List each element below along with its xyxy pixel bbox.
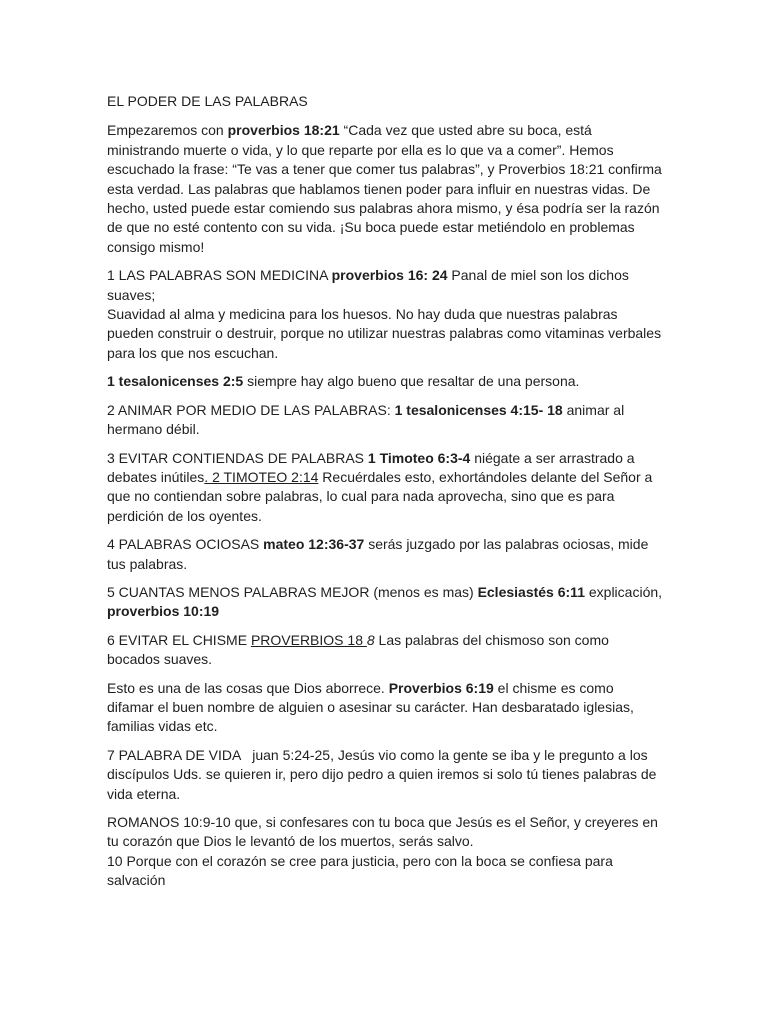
section-2-heading: 2 ANIMAR POR MEDIO DE LAS PALABRAS:	[107, 401, 395, 418]
intro-paragraph	[107, 121, 663, 257]
section-2-paragraph	[107, 401, 663, 440]
section-7-paragraph: 7 PALABRA DE VIDA juan 5:24-25, Jesús vio como la gente se iba y le pregunto a los discípulos Uds. se quieren ir, pero dijo pedro a quien iremos si solo tú tienes palabras de vida eterna.	[107, 746, 661, 802]
intro-text-1: Empezaremos con	[107, 122, 228, 139]
section-8-line-1: ROMANOS 10:9-10 que, si confesares con tu boca que Jesús es el Señor, y creyeres en tu corazón que Dios le levantó de los muertos, serás salvo.	[107, 814, 658, 850]
section-5-paragraph	[107, 583, 663, 622]
section-5-reference: Eclesiastés 6:11	[477, 583, 585, 600]
section-5-text: explicación,	[584, 583, 663, 600]
section-3-reference-2: . 2 TIMOTEO 2:14	[204, 468, 319, 485]
section-1-reference: proverbios 16: 24	[331, 267, 448, 284]
section-2-reference: 1 tesalonicenses 4:15- 18	[394, 401, 563, 418]
section-6-text: Las palabras del chismoso son como bocados suaves.	[107, 631, 609, 668]
section-5-reference-2: proverbios 10:19	[107, 603, 220, 620]
section-6b-reference: Proverbios 6:19	[388, 679, 494, 696]
section-6b-text-1: Esto es una de las cosas que Dios aborrece.	[107, 679, 389, 696]
section-1-text-2: Suavidad al alma y medicina para los huesos. No hay duda que nuestras palabras pueden construir o destruir, porque no utilizar nuestras palabras como vitaminas verbales para los que nos escuchan.	[107, 306, 662, 361]
section-6-paragraph	[107, 631, 663, 670]
section-3-text-2: Recuérdales esto, exhortándoles delante del Señor a que no contiendan sobre palabras, lo cual para nada aprovecha, sino que es para perdición de los oyentes.	[107, 468, 653, 524]
section-1-heading: 1 LAS PALABRAS SON MEDICINA	[107, 267, 332, 284]
section-1b-reference: 1 tesalonicenses 2:5	[107, 373, 244, 390]
section-1b-text: siempre hay algo bueno que resaltar de una persona.	[243, 373, 580, 390]
section-8-line-2: 10 Porque con el corazón se cree para justicia, pero con la boca se confiesa para salvación	[107, 852, 613, 889]
section-5-heading: 5 CUANTAS MENOS PALABRAS MEJOR (menos es mas)	[107, 583, 478, 600]
section-2-text: animar al hermano débil.	[107, 401, 625, 438]
section-1b-paragraph	[107, 372, 663, 391]
intro-reference: proverbios 18:21	[227, 122, 340, 139]
section-6-heading: 6 EVITAR EL CHISME	[107, 631, 251, 648]
section-8-paragraph	[107, 813, 663, 891]
section-6-reference: PROVERBIOS 18	[250, 631, 367, 648]
section-4-heading: 4 PALABRAS OCIOSAS	[107, 536, 264, 553]
section-6b-text-2: el chisme es como difamar el buen nombre de alguien o asesinar su carácter. Han desbaratado iglesias, familias vidas etc.	[107, 679, 634, 735]
section-4-text: serás juzgado por las palabras ociosas, mide tus palabras.	[107, 536, 649, 572]
intro-text-2: “Cada vez que usted abre su boca, está ministrando muerte o vida, y lo que reparte por ella es lo que va a comer”. Hemos escuchado la frase: “Te vas a tener que comer tus palabras”, y Proverbios 18:21 confirma esta verdad. Las palabras que hablamos tienen poder para influir en nuestras vidas. De hecho, usted puede estar comiendo sus palabras ahora mismo, y ésa podría ser la razón de que no esté contento con su vida. ¡Su boca puede estar metiéndolo en problemas consigo mismo!	[107, 122, 662, 255]
section-4-paragraph	[107, 535, 663, 574]
document-page	[107, 92, 663, 900]
section-1-text: Panal de miel son los dichos suaves;	[107, 267, 629, 303]
section-1-paragraph	[107, 266, 663, 363]
section-3-text: niégate a ser arrastrado a debates inútiles	[107, 449, 635, 485]
document-title: EL PODER DE LAS PALABRAS	[107, 93, 308, 109]
section-3-reference: 1 Timoteo 6:3-4	[367, 449, 471, 466]
section-6b-paragraph	[107, 679, 663, 737]
section-4-reference: mateo 12:36-37	[263, 536, 365, 553]
section-3-paragraph	[107, 449, 663, 527]
section-3-heading: 3 EVITAR CONTIENDAS DE PALABRAS	[107, 449, 368, 466]
section-6-reference-verse: 8	[366, 631, 375, 648]
